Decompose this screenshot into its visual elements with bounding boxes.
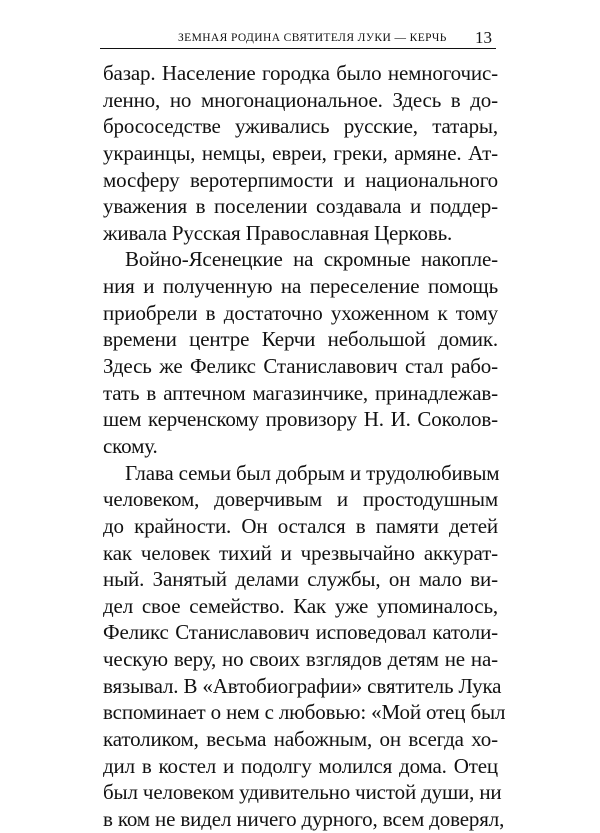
paragraph-start-line: Войно-Ясенецкие на скромные накопле- [125,247,498,272]
text-line: дил в костел и подолгу молился дома. Отец [103,753,498,778]
text-line: Феликс Станиславович исповедовал католи- [103,620,498,645]
text-line: тать в аптечном магазинчике, принадлежав- [103,380,498,405]
text-line: времени центре Керчи небольшой домик. [103,327,498,352]
text-line: ческую веру, но своих взглядов детям не на- [103,647,498,672]
text-line: вспоминает о нем с любовью: «Мой отец был [103,700,506,725]
paragraph-end-line: скому. [103,433,158,458]
text-line: ния и полученную на переселение помощь [103,274,498,299]
text-line: как человек тихий и чрезвычайно аккурат- [103,540,498,565]
text-line: до крайности. Он остался в памяти детей [103,513,498,538]
text-line: базар. Население городка было немногочис- [103,61,498,85]
text-line: в ком не видел ничего дурного, всем доверял, [103,806,505,831]
text-line: ный. Занятый делами службы, он мало ви- [103,567,498,592]
text-line: уважения в поселении создавала и поддер- [103,194,498,219]
text-line: дел свое семейство. Как уже упоминалось, [103,593,498,618]
text-line: был человеком удивительно чистой души, ни [103,780,502,805]
text-line: мосферу веротерпимости и национального [103,167,498,192]
text-line: брососедстве уживались русские, татары, [103,114,498,139]
text-line: Здесь же Феликс Станиславович стал рабо- [103,354,498,379]
paragraph-start-line: Глава семьи был добрым и трудолюбивым [125,460,500,485]
page-number: 13 [475,28,492,47]
running-header [100,28,496,49]
running-title: ЗЕМНАЯ РОДИНА СВЯТИТЕЛЯ ЛУКИ — КЕРЧЬ [178,32,447,44]
text-line: вязывал. В «Автобиографии» святитель Лука [103,673,502,698]
text-line: ленно, но многонациональное. Здесь в до- [103,87,498,112]
text-line: шем керченскому провизору Н. И. Соколов- [103,407,498,432]
text-line: приобрели в достаточно ухоженном к тому [103,300,498,325]
text-line: католиком, весьма набожным, он всегда хо- [103,727,498,752]
text-line: человеком, доверчивым и простодушным [103,487,498,512]
paragraph-end-line: живала Русская Православная Церковь. [103,220,453,245]
body-text [103,60,506,833]
text-line: украинцы, немцы, евреи, греки, армяне. Ат- [103,140,498,165]
